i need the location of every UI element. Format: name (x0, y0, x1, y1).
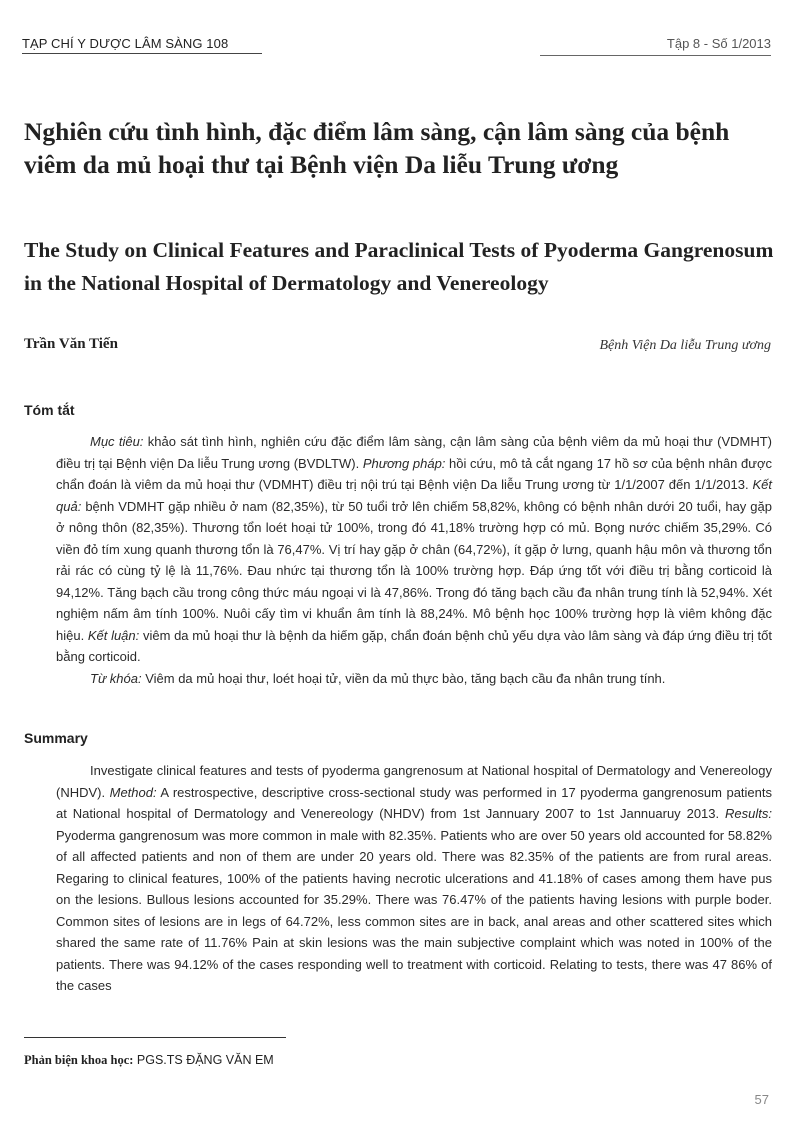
author-name: Trần Văn Tiến (24, 336, 118, 352)
ket-luan-text: viêm da mủ hoại thư là bệnh da hiếm gặp, chẩn đoán bệnh chủ yếu dựa vào lâm sàng và đáp ứng điều trị tốt bằng corticoid. (56, 627, 772, 664)
summary-heading: Summary (24, 730, 88, 746)
label-phuong-phap: Phương pháp: (362, 455, 446, 471)
title-english: The Study on Clinical Features and Paraclinical Tests of Pyoderma Gangrenosum in the National Hospital of Dermatology and Venereology (24, 238, 774, 295)
keywords-text: Viêm da mủ hoại thư, loét hoại tử, viền da mủ thực bào, tăng bạch cầu đa nhân trung tính. (141, 670, 666, 686)
summary-paragraph (56, 760, 772, 997)
keywords-paragraph (56, 668, 772, 690)
muc-tieu-text: khảo sát tình hình, nghiên cứu đặc điểm lâm sàng, cận lâm sàng của bệnh viêm da mủ hoại thư (VDMHT) điều trị tại Bệnh viện Da liễu Trung ương (BVDLTW). (56, 434, 773, 471)
label-results: Results: (725, 806, 772, 821)
header-rule-right (540, 55, 771, 56)
label-ket-qua: Kết quả: (56, 477, 772, 514)
page-number: 57 (754, 1092, 769, 1107)
summary-body (56, 760, 772, 997)
journal-name: TẠP CHÍ Y DƯỢC LÂM SÀNG 108 (22, 36, 229, 51)
tomtat-paragraph (56, 431, 772, 668)
phuong-phap-text: hồi cứu, mô tả cắt ngang 17 hồ sơ của bệnh nhân được chẩn đoán là viêm da mủ hoại thư (VDMHT) điều trị nội trú tại Bệnh viện Da liễu Trung ương từ 1/1/2007 đến 1/1/2013. (56, 455, 772, 492)
ket-qua-text: bệnh VDMHT gặp nhiều ở nam (82,35%), từ 50 tuổi trở lên chiếm 58,82%, không có bệnh nhân dưới 20 tuổi, hay gặp ở nông thôn (82,35%). Thương tổn loét hoại tử 100%, trong đó 41,18% trường hợp có mủ. Bọng nước chiếm 35,29%. Có viền đỏ tím xung quanh thương tổn là 76,47%. Vị trí hay gặp ở chân (64,72%), ít gặp ở lưng, quanh hậu môn và thương tổn rải rác có cùng tỷ lệ là 11,76%. Đau nhức tại thương tổn là 100% trường hợp. Đáp ứng tốt với điều trị bằng corticoid là 94,12%. Tăng bạch cầu trong công thức máu ngoại vi là 47,86%. Trong đó tăng bạch cầu đa nhân trung tính là 52,94%. Xét nghiệm nấm âm tính 100%. Nuôi cấy tìm vi khuẩn âm tính là 88,24%. Mô bệnh học 100% trường hợp là viêm không đặc hiệu. (56, 498, 772, 643)
label-method: Method: (109, 784, 157, 800)
label-tu-khoa: Từ khóa: (90, 670, 142, 686)
issue-number: Tập 8 - Số 1/2013 (666, 36, 771, 51)
footnote-rule (24, 1037, 286, 1038)
summary-objective: Investigate clinical features and tests of pyoderma gangrenosum at National hospital of Dermatology and Venereology (NHDV). (56, 763, 772, 800)
results-text: Pyoderma gangrenosum was more common in male with 82.35%. Patients who are over 50 years old accounted for 58.82% of all affected patients and non of them are under 20 years old. There was 82.35% of the patients are from rural areas. Regaring to clinical features, 100% of the patients having necrotic ulcerations and 41.18% of cases among them have pus on the lesions. Bullous lesions accounted for 35.29%. There was 76.47% of the patients having lesions with purple boder. Common sites of lesions are in legs of 64.72%, less common sites are in back, anal areas and other scattered sites which shared the same rate of 11.76% Pain at skin lesions was the main subjective complaint which was noted in 100% of the patients. There was 94.12% of the cases responding well to treatment with corticoid. Relating to tests, there was 47 86% of the cases (56, 827, 772, 993)
label-ket-luan: Kết luận: (87, 627, 140, 643)
tomtat-body (56, 431, 772, 689)
reviewer-label: Phản biện khoa học: (24, 1053, 134, 1067)
method-text: A restrospective, descriptive cross-sectional study was performed in 17 pyoderma gangrenosum patients at National hospital of Dermatology and Venereology (NHDV) from 1st Jannuary 2007 to 1st Jannuaruy 2013. (56, 784, 772, 821)
reviewer-name: PGS.TS ĐẶNG VĂN EM (133, 1053, 274, 1067)
label-muc-tieu: Mục tiêu: (90, 434, 144, 449)
author-affiliation: Bệnh Viện Da liễu Trung ương (599, 338, 771, 353)
header-rule-left (22, 53, 262, 54)
reviewer-footnote (24, 1053, 274, 1068)
tomtat-heading: Tóm tắt (24, 402, 75, 418)
title-vietnamese: Nghiên cứu tình hình, đặc điểm lâm sàng, cận lâm sàng của bệnh viêm da mủ hoại thư tại Bệnh viện Da liễu Trung ương (24, 117, 730, 179)
